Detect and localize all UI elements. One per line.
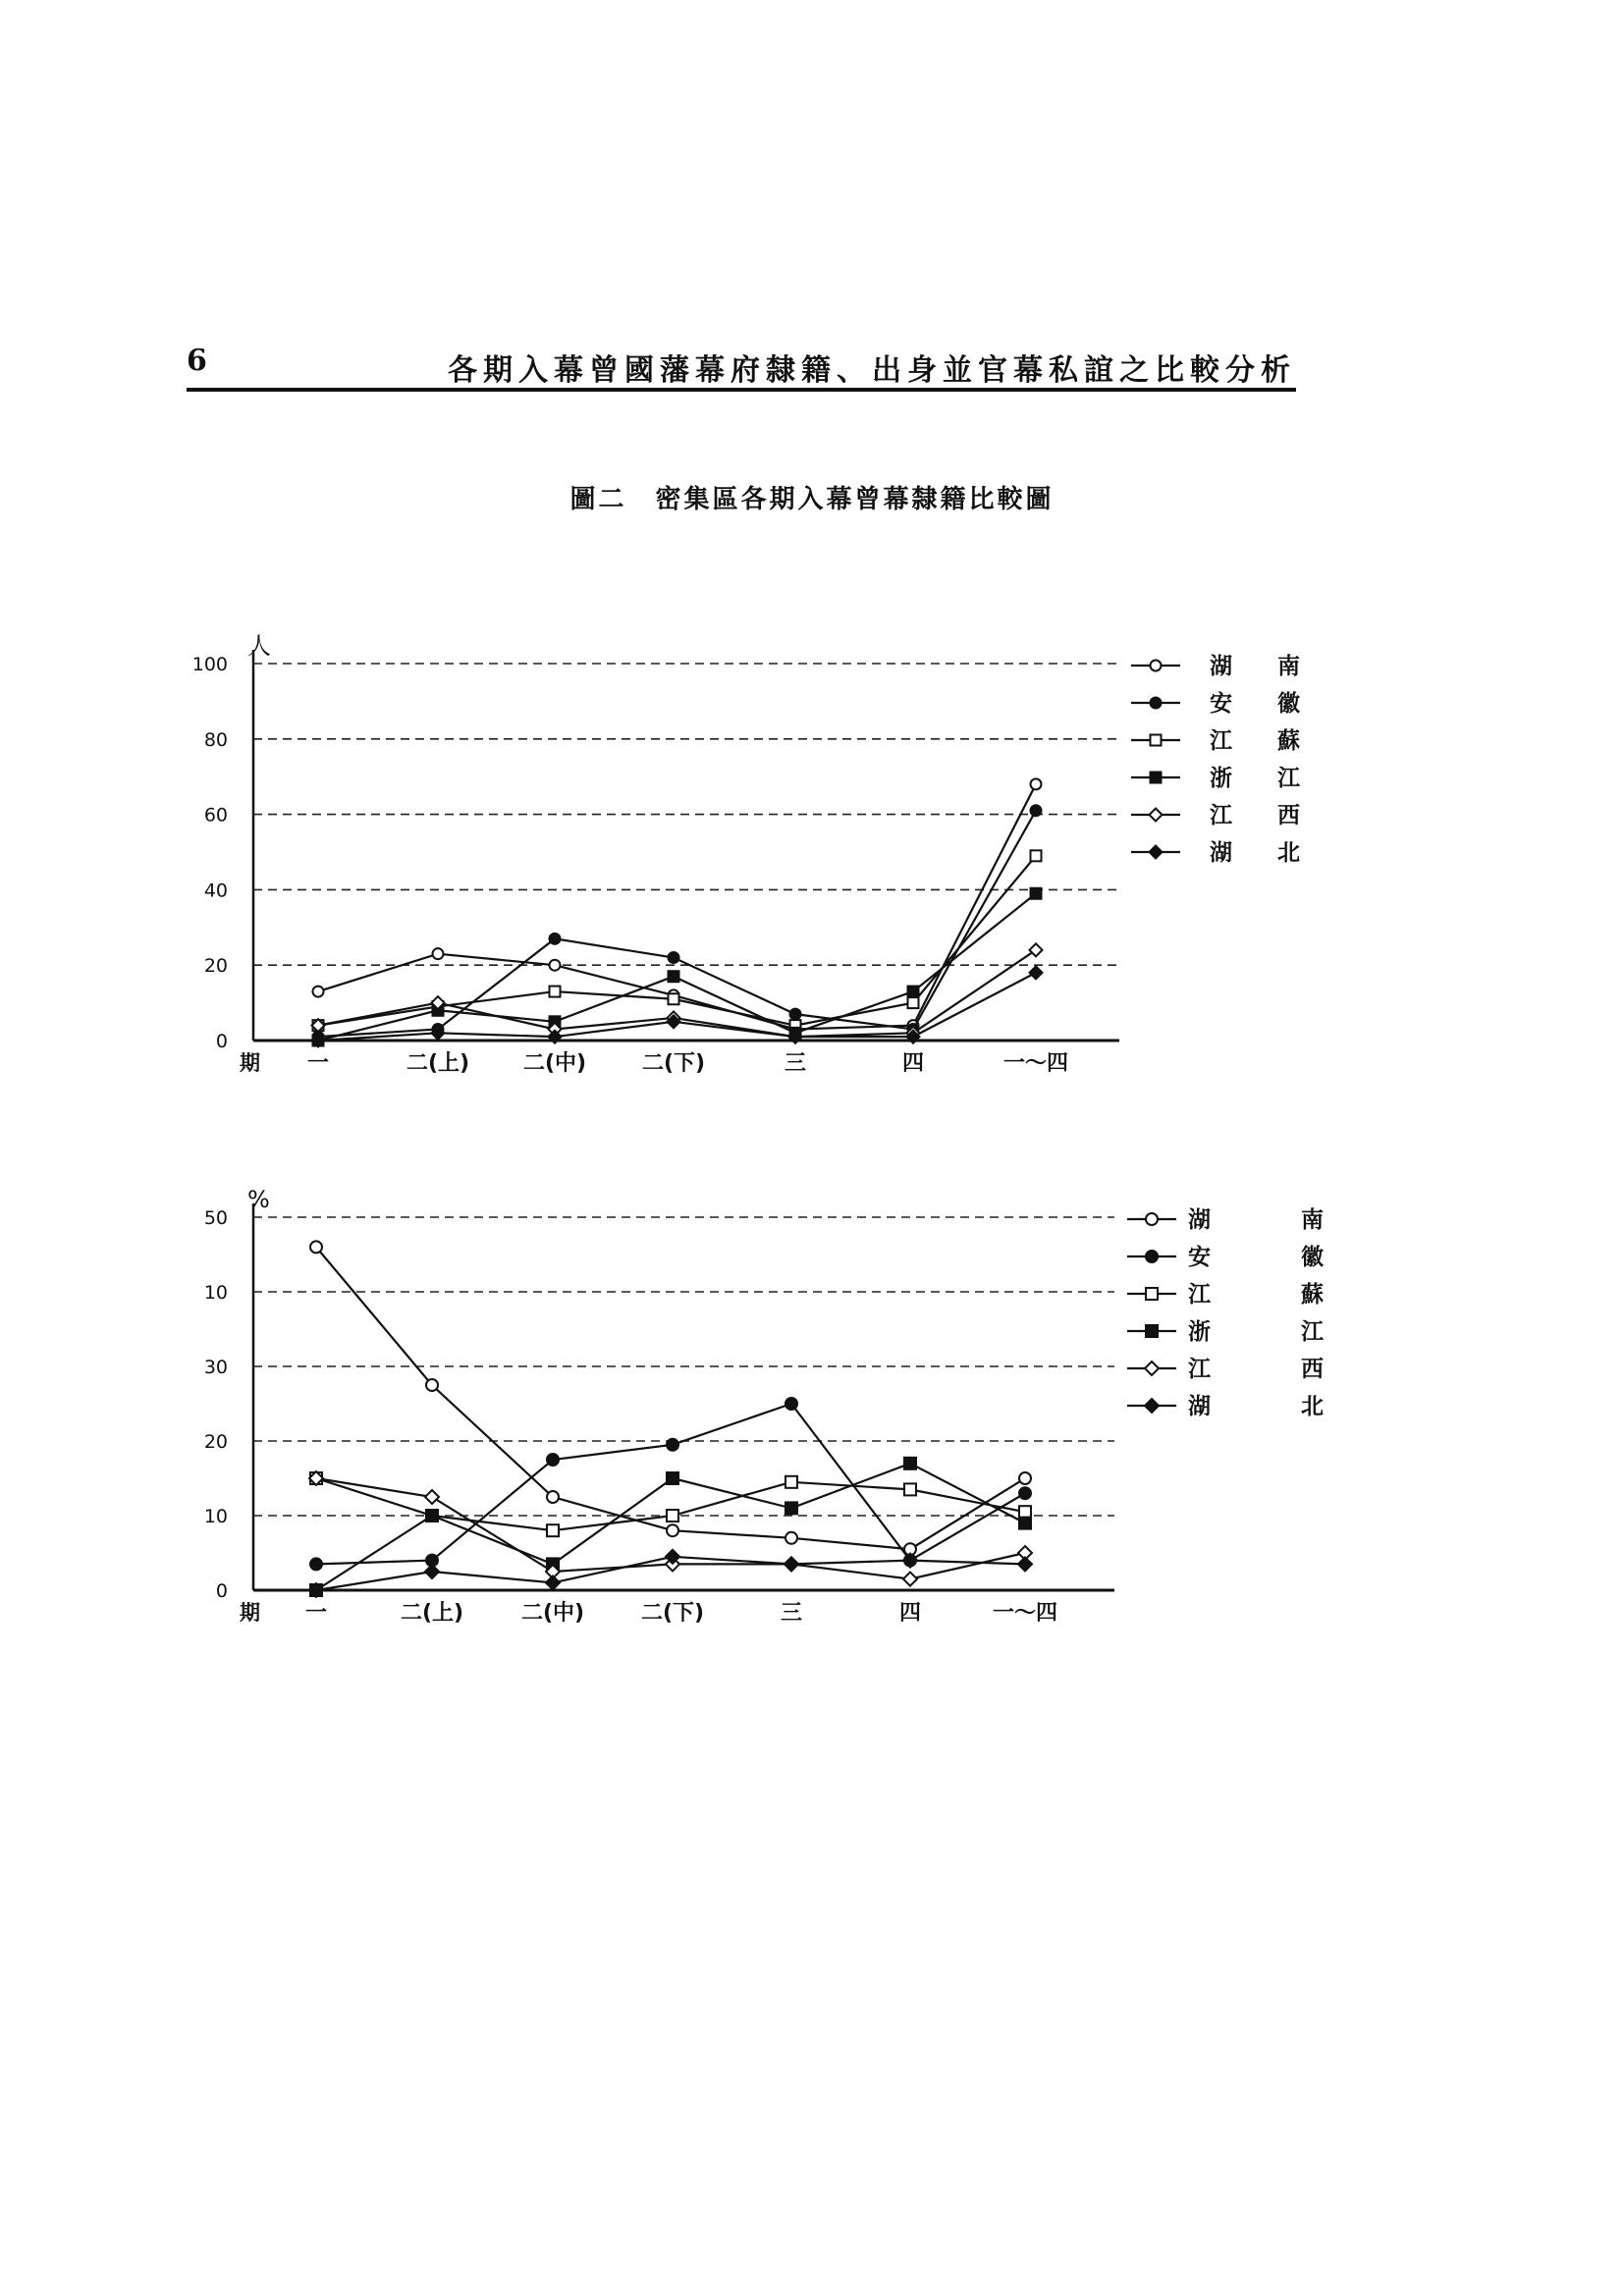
x-tick-label: 三 xyxy=(780,1601,803,1626)
data-point xyxy=(785,1502,797,1514)
figure-title: 圖二 密集區各期入幕曾幕隸籍比較圖 xyxy=(569,485,1055,514)
x-tick-label: 一～四 xyxy=(1002,1051,1069,1076)
y-tick-label: 40 xyxy=(203,880,228,902)
legend-label: 安 徽 xyxy=(1210,691,1300,717)
legend-swatch-marker xyxy=(1151,735,1162,746)
y-unit-label: 人 xyxy=(247,632,271,660)
y-tick-label: 0 xyxy=(215,1031,228,1052)
legend-label: 江 蘇 xyxy=(1210,728,1300,754)
data-point xyxy=(1019,1518,1031,1529)
y-tick-label: 100 xyxy=(191,654,228,675)
data-point xyxy=(550,934,561,944)
y-tick-label: 20 xyxy=(203,955,228,978)
y-tick-label: 60 xyxy=(203,804,228,827)
legend-label: 江 蘇 xyxy=(1188,1282,1324,1308)
data-point xyxy=(310,1241,322,1253)
data-point xyxy=(1031,888,1042,899)
data-point xyxy=(1019,1472,1031,1484)
legend-label: 江 西 xyxy=(1188,1357,1324,1382)
legend-label: 浙 江 xyxy=(1188,1319,1324,1345)
running-head: 各期入幕曾國藩幕府隸籍、出身並官幕私誼之比較分析 xyxy=(448,353,1296,388)
data-point xyxy=(790,1009,801,1020)
legend-swatch-marker xyxy=(1151,773,1162,783)
data-point xyxy=(425,1490,439,1504)
legend-label: 湖 北 xyxy=(1210,840,1300,866)
header-rule xyxy=(187,388,1296,392)
data-point xyxy=(1030,966,1043,979)
y-tick-label: 10 xyxy=(203,1282,228,1304)
y-tick-label: 50 xyxy=(203,1207,228,1229)
data-point xyxy=(433,948,444,959)
x-tick-label: 一 xyxy=(304,1601,328,1626)
data-point xyxy=(426,1510,438,1522)
data-point xyxy=(1030,943,1043,956)
legend-label: 浙 江 xyxy=(1210,766,1300,791)
x-tick-label: 二(上) xyxy=(400,1601,464,1626)
data-point xyxy=(667,1510,678,1522)
legend-swatch-marker xyxy=(1146,1213,1158,1225)
data-point xyxy=(1031,850,1042,861)
data-point xyxy=(1031,805,1042,816)
data-point xyxy=(313,987,324,997)
period-label: 期 xyxy=(240,1051,260,1075)
x-tick-label: 二(下) xyxy=(640,1601,705,1626)
data-point xyxy=(669,993,679,1004)
legend-label: 湖 南 xyxy=(1188,1207,1324,1233)
data-point xyxy=(547,1491,559,1503)
legend-label: 安 徽 xyxy=(1188,1245,1324,1270)
data-point xyxy=(667,1524,678,1536)
data-point xyxy=(669,952,679,963)
y-tick-label: 80 xyxy=(203,728,228,751)
legend-swatch-marker xyxy=(1146,1325,1158,1337)
legend-label: 江 西 xyxy=(1210,803,1300,828)
data-point xyxy=(1031,778,1042,789)
data-point xyxy=(904,1483,916,1495)
legend-swatch-marker xyxy=(1146,1251,1158,1262)
data-point xyxy=(425,1565,439,1578)
data-point xyxy=(310,1558,322,1570)
data-point xyxy=(547,1454,559,1466)
legend-label: 湖 南 xyxy=(1210,654,1300,679)
x-tick-label: 二(下) xyxy=(641,1051,706,1076)
legend-swatch-marker xyxy=(1146,1288,1158,1300)
x-tick-label: 一 xyxy=(306,1051,330,1076)
data-point xyxy=(908,987,919,997)
data-point xyxy=(550,960,561,971)
legend-swatch-marker xyxy=(1151,661,1162,671)
data-point xyxy=(1019,1487,1031,1499)
data-point xyxy=(785,1557,798,1571)
legend-swatch-marker xyxy=(1150,809,1163,822)
data-point xyxy=(903,1573,917,1586)
legend-label: 湖 北 xyxy=(1188,1394,1324,1419)
data-point xyxy=(904,1458,916,1469)
data-point xyxy=(669,971,679,982)
data-point xyxy=(1019,1506,1031,1518)
legend-swatch-marker xyxy=(1145,1399,1159,1413)
y-tick-label: 20 xyxy=(203,1431,228,1453)
legend-swatch-marker xyxy=(1151,698,1162,709)
x-tick-label: 四 xyxy=(901,1051,925,1076)
data-point xyxy=(426,1379,438,1391)
x-tick-label: 二(中) xyxy=(522,1051,587,1076)
data-point xyxy=(908,997,919,1008)
legend-swatch-marker xyxy=(1150,846,1163,859)
data-point xyxy=(546,1575,560,1589)
data-point xyxy=(785,1532,797,1544)
y-tick-label: 30 xyxy=(203,1357,228,1378)
y-tick-label: 0 xyxy=(215,1580,228,1602)
legend-swatch-marker xyxy=(1145,1362,1159,1375)
data-point xyxy=(785,1476,797,1488)
data-point xyxy=(547,1524,559,1536)
data-point xyxy=(550,987,561,997)
x-tick-label: 一～四 xyxy=(992,1601,1058,1626)
data-point xyxy=(667,1472,678,1484)
count-line-chart xyxy=(0,618,1624,1090)
y-tick-label: 10 xyxy=(203,1506,228,1527)
x-tick-label: 二(中) xyxy=(520,1601,585,1626)
percent-line-chart xyxy=(0,1173,1624,1634)
x-tick-label: 二(上) xyxy=(406,1051,470,1076)
data-point xyxy=(785,1398,797,1410)
data-point xyxy=(667,1439,678,1451)
x-tick-label: 四 xyxy=(898,1601,922,1626)
period-label: 期 xyxy=(240,1601,260,1625)
data-point xyxy=(1018,1557,1032,1571)
y-unit-label: % xyxy=(247,1186,270,1213)
x-tick-label: 三 xyxy=(784,1051,807,1076)
page-number: 6 xyxy=(187,344,207,378)
